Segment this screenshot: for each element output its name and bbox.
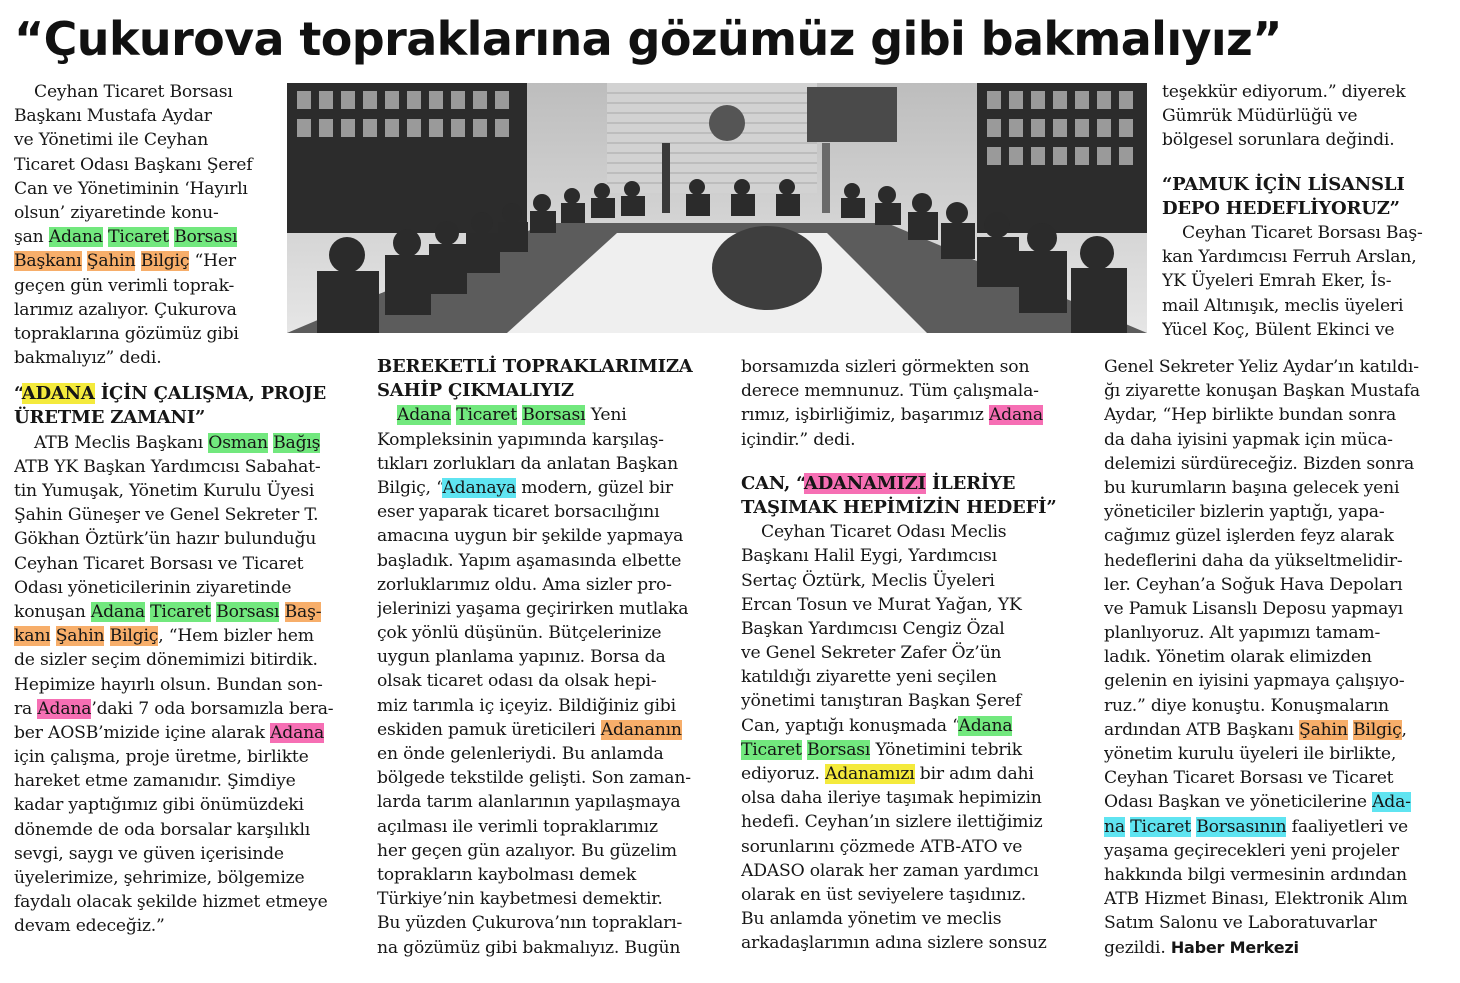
text-line: Bu anlamda yönetim ve meclis (741, 909, 1002, 930)
text-line: arkadaşlarımın adına sizlere sonsuz (741, 933, 1047, 954)
text-line: na gözümüz gibi bakmalıyız. Bugün (377, 937, 681, 958)
text-line: tin Yumuşak, Yönetim Kurulu Üyesi (14, 481, 315, 501)
highlight-green: Adana (48, 227, 103, 248)
text-line: Ceyhan Ticaret Borsası (34, 82, 233, 102)
text-line: faydalı olacak şekilde hizmet etmeye (14, 892, 328, 913)
text-line: Genel Sekreter Yeliz Aydar’ın katıldı- (1104, 357, 1419, 377)
text-line: için çalışma, proje üretme, birlikte (14, 747, 309, 768)
highlight-orange: kanı (14, 626, 51, 647)
text-line: Hepimize hayırlı olsun. Bundan son- (14, 674, 323, 695)
highlight-green: Borsası (807, 739, 871, 760)
text-line: Ceyhan Ticaret Borsası ve Ticaret (1104, 768, 1394, 789)
text-line: mail Altınışık, meclis üyeleri (1162, 295, 1404, 316)
subheading: CAN, “ADANAMIZI İLERİYE (741, 472, 1016, 494)
text-line: Başkanı Şahin Bilgiç “Her (14, 251, 236, 272)
text-line: Ceyhan Ticaret Borsası ve Ticaret (14, 553, 304, 574)
text-line: topraklarına gözümüz gibi (14, 323, 239, 344)
text-line: ve Genel Sekreter Zafer Öz’ün (741, 643, 1002, 664)
highlight-green: Borsası (216, 601, 280, 622)
text-line: toprakların kaybolması demek (377, 864, 637, 885)
text-line: jelerinizi yaşama geçirirken mutlaka (377, 598, 689, 619)
subheading: DEPO HEDEFLİYORUZ” (1162, 197, 1400, 219)
text-line: üyelerimize, şehrimize, bölgemize (14, 868, 305, 888)
text-line: Adana Ticaret Borsası Yeni (397, 405, 627, 426)
text-line: ra Adana’daki 7 oda borsamızla bera- (14, 698, 334, 719)
byline: Haber Merkezi (1170, 937, 1299, 957)
text-line: amacına uygun bir şekilde yapmaya (377, 526, 684, 547)
text-line: katıldığı ziyarette yeni seçilen (741, 667, 997, 688)
text-line: kan Yardımcısı Ferruh Arslan, (1162, 247, 1417, 268)
text-line: ler. Ceyhan’a Soğuk Hava Depoları (1104, 574, 1403, 595)
text-line: Bilgiç, “Adanaya modern, güzel bir (377, 477, 673, 498)
text-line: olsak ticaret odası da olsak hepi- (377, 671, 657, 692)
subheading: ÜRETME ZAMANI” (14, 407, 206, 429)
highlight-orange: Bilgiç (109, 626, 159, 647)
text-line: Gümrük Müdürlüğü ve (1162, 106, 1358, 127)
text-line: Yücel Koç, Bülent Ekinci ve (1162, 319, 1395, 340)
group-photo-illustration (287, 83, 1147, 333)
text-line: Başkan Yardımcısı Cengiz Özal (741, 618, 1005, 639)
text-line: eskiden pamuk üreticileri Adananın (377, 719, 682, 740)
text-line: başladık. Yapım aşamasında elbette (377, 550, 682, 571)
highlight-orange: Bilgiç (1352, 719, 1402, 740)
subheading: SAHİP ÇIKMALIYIZ (377, 380, 574, 402)
highlight-orange: Şahin (55, 626, 105, 647)
text-line: cağımız güzel işlerden feyz alarak (1104, 526, 1394, 547)
highlight-green: Adana (397, 405, 451, 426)
text-line: Gökhan Öztürk’ün hazır bulunduğu (14, 529, 317, 550)
text-line: yönetimi tanıştıran Başkan Şeref (741, 691, 1022, 712)
text-line: Ercan Tosun ve Murat Yağan, YK (741, 594, 1022, 615)
highlight-pink: Adana (270, 722, 325, 743)
text-line: borsamızda sizleri görmekten son (741, 357, 1030, 377)
text-line: Odası Başkan ve yöneticilerine Ada- (1104, 792, 1411, 813)
text-line: yönetim kurulu üyeleri ile birlikte, (1104, 744, 1397, 764)
highlight-orange: Adananın (600, 719, 682, 740)
text-line: ATB Hizmet Binası, Elektronik Alım (1104, 889, 1408, 910)
highlight-green: Adana (90, 601, 145, 622)
highlight-green: Bağış (273, 432, 321, 453)
text-line: Ticaret Borsası Yönetimini tebrik (741, 739, 1022, 760)
highlight-pink: Adana (37, 698, 92, 719)
text-line: ber AOSB’mizide içine alarak Adana (14, 722, 325, 743)
text-line: YK Üyeleri Emrah Eker, İs- (1162, 271, 1392, 292)
text-line: da daha iyisini yapmak için müca- (1104, 429, 1393, 450)
text-line: tıkları zorlukları da anlatan Başkan (377, 453, 678, 474)
highlight-green: Ticaret (456, 405, 517, 426)
column-4-top (1162, 80, 1452, 342)
headline: “Çukurova topraklarına gözümüz gibi bakmalıyız” (14, 12, 1282, 66)
text-line: içindir.” dedi. (741, 429, 856, 450)
highlight-green: Borsası (522, 405, 586, 426)
text-line: olsa daha ileriye taşımak hepimizin (741, 788, 1042, 809)
highlight-cyan: Ada- (1372, 792, 1411, 813)
highlight-cyan: Borsasının (1196, 816, 1287, 837)
text-line: Sertaç Öztürk, Meclis Üyeleri (741, 570, 995, 591)
text-line: ADASO olarak her zaman yardımcı (741, 860, 1039, 881)
text-line: devam edeceğiz.” (14, 916, 165, 937)
text-line: ruz.” diye konuştu. Konuşmaların (1104, 695, 1389, 716)
text-line: ATB YK Başkan Yardımcısı Sabahat- (14, 456, 321, 477)
text-line: de sizler seçim dönemimizi bitirdik. (14, 650, 318, 671)
highlight-green: Ticaret (108, 227, 169, 248)
text-line: uygun planlama yapınız. Borsa da (377, 647, 666, 668)
column-4 (1104, 355, 1454, 960)
text-line: eser yaparak ticaret borsacılığını (377, 502, 660, 523)
text-line: bu kurumların başına gelecek yeni (1104, 477, 1400, 498)
text-line: Bu yüzden Çukurova’nın toprakları- (377, 913, 683, 934)
text-line: sevgi, saygı ve güven içerisinde (14, 843, 284, 864)
text-line: teşekkür ediyorum.” diyerek (1162, 82, 1406, 102)
text-line: Aydar, “Hep birlikte bundan sonra (1104, 405, 1397, 426)
subheading: “ADANA İÇİN ÇALIŞMA, PROJE (14, 383, 327, 405)
text-line: sorunlarını çözmede ATB-ATO ve (741, 836, 1023, 857)
text-line: larımız azalıyor. Çukurova (14, 299, 237, 320)
text-line: Başkanı Mustafa Aydar (14, 106, 212, 127)
group-photo (287, 83, 1147, 333)
highlight-green: Borsası (174, 227, 238, 248)
text-line: ğı ziyarette konuşan Başkan Mustafa (1104, 381, 1420, 402)
text-line: hakkında bilgi vermesinin ardından (1104, 864, 1407, 885)
text-line: ve Pamuk Lisanslı Deposu yapmayı (1104, 598, 1403, 619)
text-line: miz tarımla iç içeyiz. Bildiğiniz gibi (377, 695, 676, 716)
text-line: Şahin Güneşer ve Genel Sekreter T. (14, 505, 319, 526)
column-2 (377, 355, 717, 960)
text-line: çok yönlü düşünün. Bütçelerinize (377, 623, 662, 644)
highlight-green: Osman (208, 432, 268, 453)
highlight-orange: Bilgiç (140, 251, 190, 272)
subheading: “PAMUK İÇİN LİSANSLI (1162, 173, 1405, 195)
highlight-cyan: Adanaya (442, 477, 516, 498)
text-line: bakmalıyız” dedi. (14, 348, 162, 369)
subheading: TAŞIMAK HEPİMİZİN HEDEFİ” (741, 496, 1057, 518)
text-line: ve Yönetimi ile Ceyhan (14, 130, 209, 151)
text-line: yaşama geçirecekleri yeni projeler (1104, 840, 1399, 861)
text-line: olsun’ ziyaretinde konu- (14, 202, 219, 223)
highlight-yellow: ADANA (21, 383, 95, 405)
text-line: delemizi sürdüreceğiz. Bizden sonra (1104, 453, 1415, 474)
text-line: ardından ATB Başkanı Şahin Bilgiç, (1104, 719, 1407, 740)
text-line: Türkiye’nin kaybetmesi demektir. (377, 889, 663, 910)
text-line: hedefi. Ceyhan’ın sizlere ilettiğimiz (741, 812, 1043, 833)
text-line: açılması ile verimli topraklarımız (377, 816, 658, 837)
highlight-green: Ticaret (741, 739, 802, 760)
text-line: şan Adana Ticaret Borsası (14, 227, 238, 248)
text-line: derece memnunuz. Tüm çalışmala- (741, 381, 1039, 402)
text-line: yöneticiler bizlerin yaptığı, yapa- (1104, 502, 1385, 523)
text-line: kanı Şahin Bilgiç, “Hem bizler hem (14, 626, 314, 647)
text-line: Can, yaptığı konuşmada “Adana (741, 715, 1013, 736)
text-line: Başkanı Halil Eygi, Yardımcısı (741, 546, 997, 567)
text-line: Ceyhan Ticaret Odası Meclis (761, 522, 1007, 543)
highlight-orange: Başkanı (14, 251, 82, 272)
highlight-orange: Şahin (86, 251, 136, 272)
text-line: rımız, işbirliğimiz, başarımız Adana (741, 405, 1043, 426)
text-line: Ceyhan Ticaret Borsası Baş- (1182, 222, 1423, 243)
text-line: en önde gelenleriydi. Bu anlamda (377, 744, 664, 764)
highlight-pink: Adana (988, 405, 1043, 426)
text-line: Ticaret Odası Başkanı Şeref (14, 154, 253, 175)
highlight-green: Ticaret (150, 601, 211, 622)
text-line: ladık. Yönetim olarak elimizden (1104, 647, 1372, 668)
highlight-pink: ADANAMIZI (803, 472, 926, 494)
text-line: larda tarım alanlarının yapılaşmaya (377, 792, 681, 813)
text-line: zorluklarımız oldu. Ama sizler pro- (377, 574, 672, 595)
text-line: ediyoruz. Adanamızı bir adım dahi (741, 764, 1034, 784)
text-line: kadar yaptığımız gibi önümüzdeki (14, 795, 304, 816)
text-line: hedeflerini daha da yükseltmelidir- (1104, 550, 1403, 571)
text-line: dönemde de oda borsalar karşılıklı (14, 819, 311, 840)
text-line: bölgesel sorunlara değindi. (1162, 130, 1395, 151)
text-line: planlıyoruz. Alt yapımızı tamam- (1104, 623, 1381, 644)
highlight-orange: Şahin (1299, 719, 1348, 740)
highlight-cyan: na (1104, 816, 1125, 837)
text-line: bölgede tekstilde gelişti. Son zaman- (377, 768, 691, 789)
text-line: gelenin en iyisini yapmaya çalışıyo- (1104, 671, 1405, 692)
text-line: na Ticaret Borsasının faaliyetleri ve (1104, 816, 1409, 837)
text-line: gezildi. Haber Merkezi (1104, 937, 1299, 958)
text-line: Odası yöneticilerinin ziyaretinde (14, 577, 292, 598)
text-line: hareket etme zamanıdır. Şimdiye (14, 771, 296, 792)
text-line: konuşan Adana Ticaret Borsası Baş- (14, 601, 322, 622)
highlight-cyan: Ticaret (1130, 816, 1191, 837)
text-line: Can ve Yönetiminin ‘Hayırlı (14, 178, 248, 199)
subheading: BEREKETLİ TOPRAKLARIMIZA (377, 356, 693, 377)
highlight-green: Adana (958, 715, 1013, 736)
highlight-orange: Baş- (284, 601, 322, 622)
column-3 (741, 355, 1081, 956)
highlight-yellow: Adanamızı (825, 764, 915, 784)
text-line: Kompleksinin yapımında karşılaş- (377, 429, 664, 450)
text-line: ATB Meclis Başkanı Osman Bağış (34, 432, 321, 453)
text-line: geçen gün verimli toprak- (14, 275, 235, 296)
text-line: her geçen gün azalıyor. Bu güzelim (377, 840, 677, 861)
text-line: Satım Salonu ve Laboratuvarlar (1104, 913, 1377, 934)
text-line: olarak en üst seviyelere taşıdınız. (741, 884, 1027, 905)
